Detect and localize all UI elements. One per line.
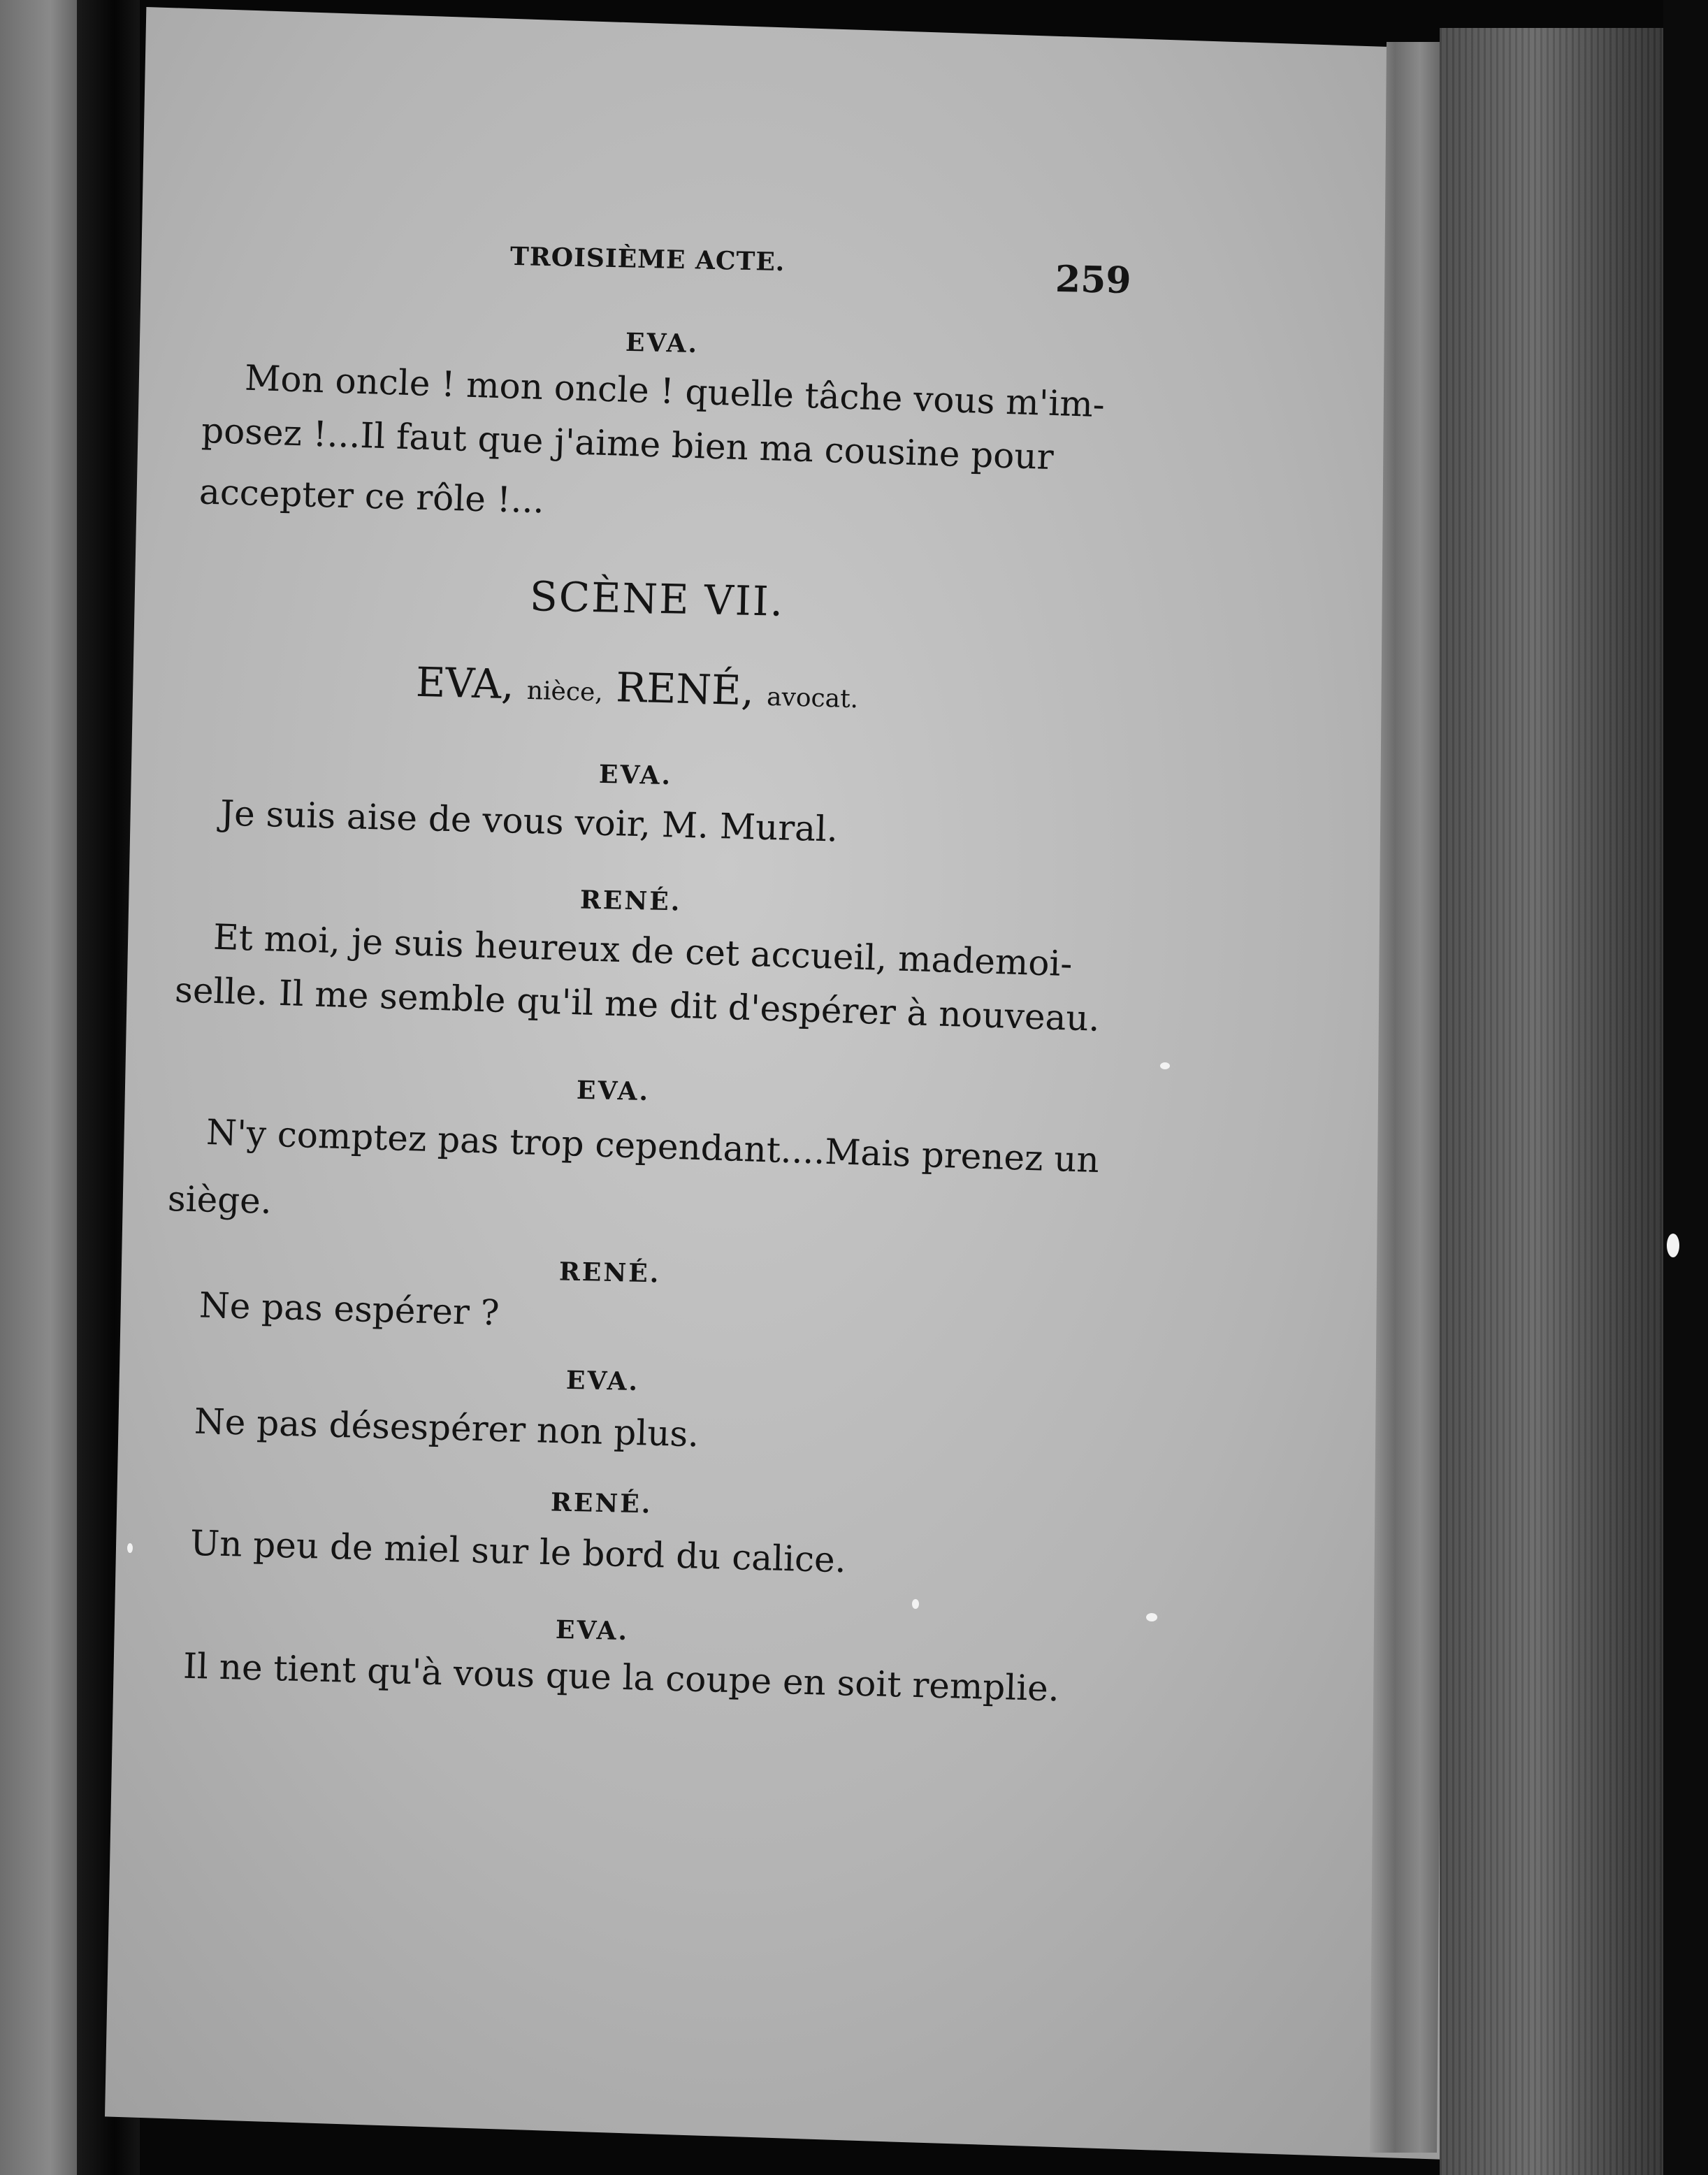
dialogue-line: Il ne tient qu'à vous que la coupe en soit remplie. bbox=[182, 1645, 1060, 1710]
scene-heading: SCÈNE VII. bbox=[529, 572, 785, 626]
book-page bbox=[105, 7, 1489, 2160]
dialogue-line: Je suis aise de vous voir, M. Mural. bbox=[219, 793, 839, 850]
dialogue-line: posez !...Il faut que j'aime bien ma cousine pour bbox=[201, 410, 1055, 478]
speaker-label: EVA. bbox=[565, 1365, 640, 1397]
speaker-label: RENÉ. bbox=[579, 885, 682, 917]
speaker-label: RENÉ. bbox=[558, 1257, 661, 1289]
dialogue-line: Mon oncle ! mon oncle ! quelle tâche vous m'im- bbox=[244, 357, 1106, 426]
scan-speck bbox=[1160, 1062, 1170, 1069]
dialogue-line: Et moi, je suis heureux de cet accueil, mademoi- bbox=[212, 916, 1073, 985]
character-role: nièce, bbox=[526, 676, 604, 707]
character-name: EVA, bbox=[415, 658, 515, 709]
character-name: RENÉ, bbox=[615, 663, 755, 715]
speaker-label: EVA. bbox=[625, 327, 700, 359]
dialogue-line: Ne pas espérer ? bbox=[198, 1285, 500, 1334]
scan-speck bbox=[912, 1599, 919, 1609]
dialogue-line: siège. bbox=[167, 1178, 273, 1222]
scan-speck bbox=[127, 1543, 133, 1553]
dialogue-line: N'y comptez pas trop cependant....Mais prenez un bbox=[205, 1111, 1100, 1181]
speaker-label: EVA. bbox=[598, 759, 673, 791]
dialogue-line: selle. Il me semble qu'il me dit d'espérer à nouveau. bbox=[174, 969, 1101, 1039]
scan-speck bbox=[1667, 1234, 1679, 1257]
character-role: avocat. bbox=[766, 682, 859, 714]
dialogue-line: Un peu de miel sur le bord du calice. bbox=[189, 1522, 847, 1581]
dialogue-line: accepter ce rôle !... bbox=[198, 471, 545, 521]
speaker-label: RENÉ. bbox=[550, 1487, 653, 1519]
page-number: 259 bbox=[1055, 257, 1132, 303]
dialogue-line: Ne pas désespérer non plus. bbox=[194, 1401, 700, 1455]
scan-background bbox=[1663, 0, 1708, 2175]
previous-page-edge bbox=[0, 0, 84, 2175]
running-head: TROISIÈME ACTE. bbox=[509, 241, 786, 277]
speaker-label: EVA. bbox=[576, 1075, 651, 1107]
scan-speck bbox=[1146, 1613, 1157, 1621]
speaker-label: EVA. bbox=[555, 1614, 630, 1647]
